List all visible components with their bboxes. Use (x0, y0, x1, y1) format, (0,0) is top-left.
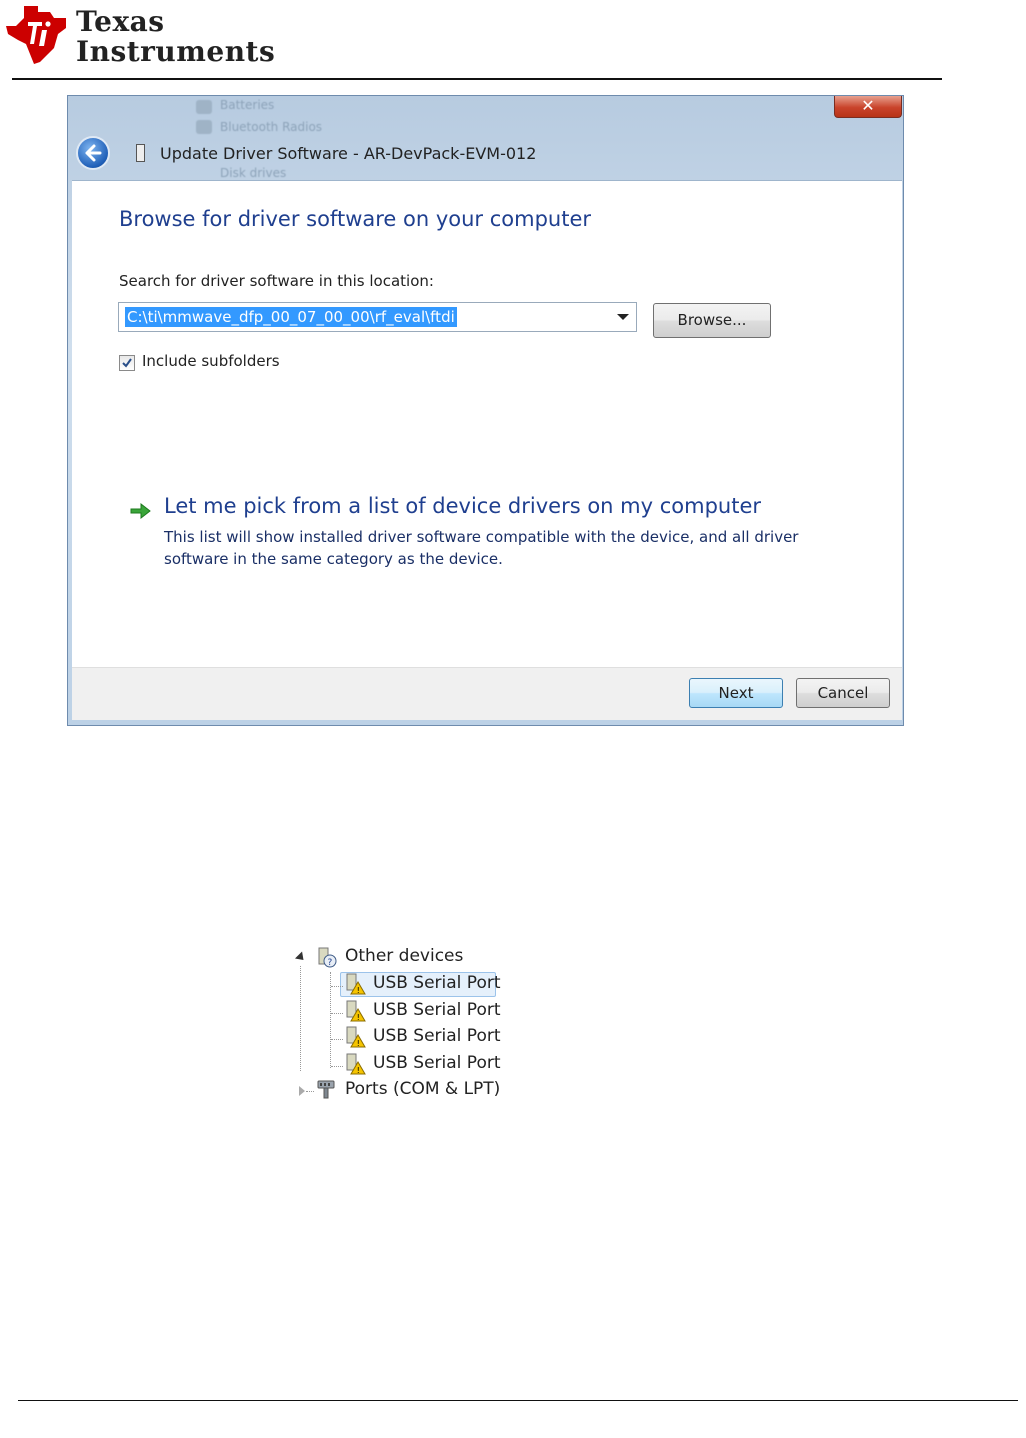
tree-group-ports[interactable]: Ports (COM & LPT) (345, 1079, 501, 1099)
background-item: Batteries (220, 98, 275, 112)
unknown-device-icon (316, 946, 338, 968)
page-heading: Browse for driver software on your computer (119, 207, 592, 231)
green-arrow-icon (130, 502, 152, 520)
svg-text:!: ! (356, 1066, 360, 1075)
tree-item-usb-serial-port[interactable]: USB Serial Port (373, 973, 501, 993)
tree-line (331, 1013, 343, 1014)
include-subfolders-checkbox[interactable] (119, 355, 135, 371)
usb-device-icon (136, 144, 145, 162)
driver-path-combobox[interactable] (118, 302, 637, 332)
background-device-icon (196, 120, 212, 134)
brand-line-2: Instruments (76, 35, 276, 68)
header-rule (12, 78, 942, 80)
warning-device-icon (344, 973, 366, 995)
tree-line (306, 1091, 314, 1092)
expand-arrow-icon[interactable] (299, 1086, 305, 1096)
update-driver-dialog (67, 95, 904, 726)
cancel-button[interactable]: Cancel (796, 678, 890, 708)
ti-wordmark (76, 5, 276, 68)
pick-from-list-description: This list will show installed driver software compatible with the device, and all driver software in the same category as the device. (164, 528, 799, 568)
dialog-content (72, 180, 902, 668)
background-item: Disk drives (220, 166, 287, 180)
background-device-icon (196, 100, 212, 114)
port-connector-icon (315, 1079, 337, 1101)
tree-line (331, 1066, 343, 1067)
tree-item-usb-serial-port[interactable]: USB Serial Port (373, 1053, 501, 1073)
window-title: Update Driver Software - AR-DevPack-EVM-012 (160, 144, 537, 163)
back-button[interactable] (76, 136, 110, 170)
close-button[interactable]: ✕ (834, 96, 902, 118)
brand-line-1: Texas (76, 5, 165, 38)
warning-device-icon (344, 1053, 366, 1075)
warning-device-icon (344, 1026, 366, 1048)
background-item: Bluetooth Radios (220, 120, 323, 134)
tree-line (300, 966, 301, 1071)
svg-text:!: ! (356, 1039, 360, 1048)
pick-from-list-link[interactable]: Let me pick from a list of device drivers on my computer (164, 494, 762, 518)
search-location-label: Search for driver software in this location: (119, 272, 434, 290)
checkmark-icon (121, 357, 133, 369)
tree-item-usb-serial-port[interactable]: USB Serial Port (373, 1000, 501, 1020)
include-subfolders-label[interactable]: Include subfolders (142, 352, 280, 370)
dialog-footer (72, 667, 902, 720)
tree-line (331, 1039, 343, 1040)
next-button[interactable]: Next (689, 678, 783, 708)
device-manager-tree (296, 944, 516, 1109)
svg-text:?: ? (327, 958, 333, 968)
tree-item-usb-serial-port[interactable]: USB Serial Port (373, 1026, 501, 1046)
driver-path-value[interactable]: C:\ti\mmwave_dfp_00_07_00_00\rf_eval\ftdi (127, 308, 455, 326)
collapse-arrow-icon[interactable] (295, 951, 307, 963)
svg-text:!: ! (356, 986, 360, 995)
back-arrow-icon (83, 143, 103, 163)
svg-text:!: ! (356, 1013, 360, 1022)
ti-logo-icon (4, 4, 68, 66)
footer-rule (18, 1400, 1018, 1401)
chevron-down-icon[interactable] (617, 314, 629, 320)
tree-group-other-devices[interactable]: Other devices (345, 946, 464, 966)
browse-button[interactable]: Browse... (653, 303, 771, 338)
tree-line (331, 986, 343, 987)
warning-device-icon (344, 1000, 366, 1022)
